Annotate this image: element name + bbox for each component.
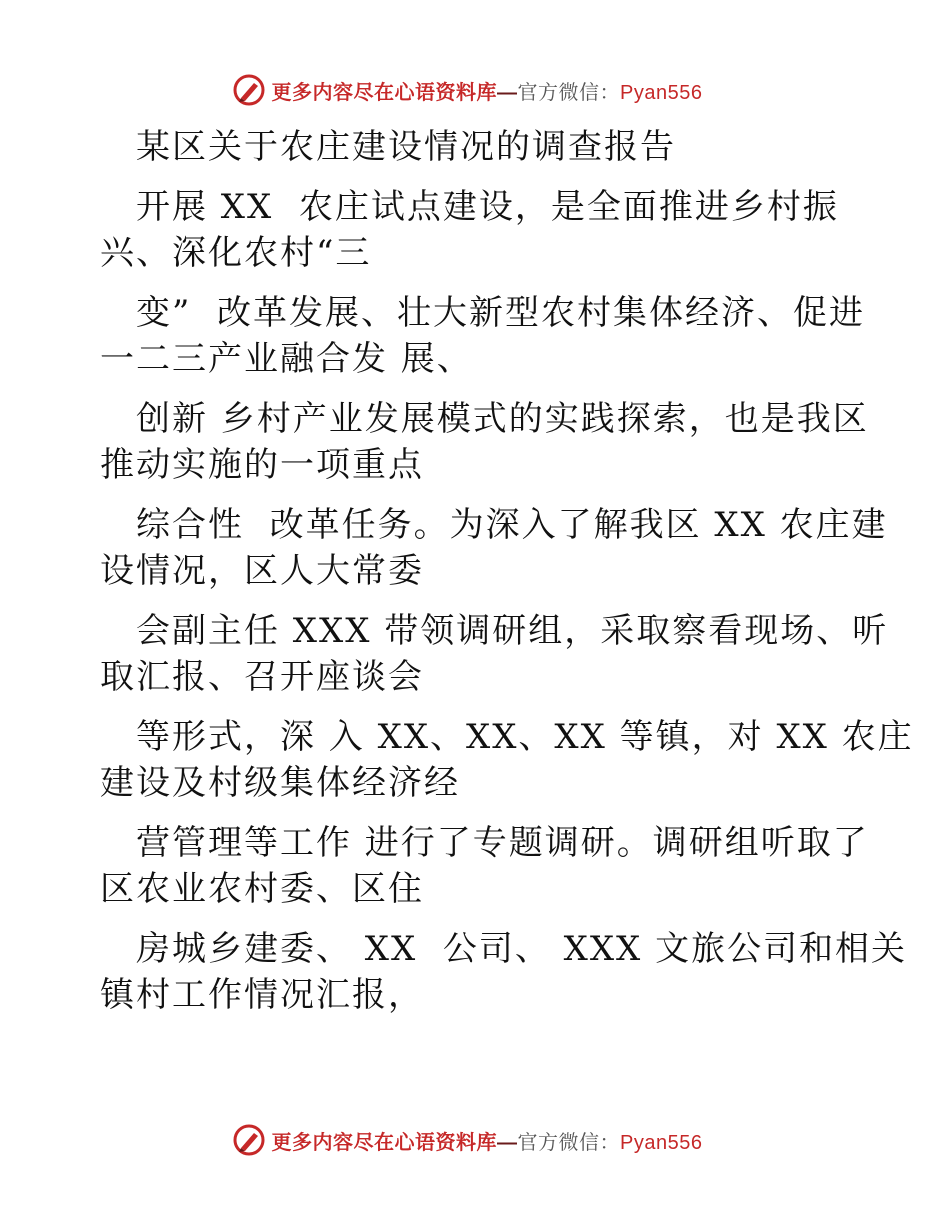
- document-title: 某区关于农庄建设情况的调查报告: [136, 127, 676, 167]
- pen-logo-icon: [232, 73, 266, 107]
- text-line: 区农业农村委、区住: [100, 869, 424, 909]
- text-line: 一二三产业融合发 展、: [100, 339, 473, 379]
- watermark-banner-bottom: [0, 1120, 950, 1160]
- text-line: 兴、深化农村“三: [100, 233, 372, 273]
- text-line: 营管理等工作 进行了专题调研。调研组听取了: [136, 823, 869, 863]
- watermark-banner-inner: [232, 1123, 703, 1157]
- text-line: 设情况，区人大常委: [100, 551, 424, 591]
- text-line: 变” 改革发展、壮大新型农村集体经济、促进: [136, 293, 865, 333]
- text-line: 等形式，深 入 XX、XX、XX 等镇，对 XX 农庄: [136, 717, 914, 757]
- text-line: 房城乡建委、 XX 公司、 XXX 文旅公司和相关: [136, 929, 908, 969]
- text-line: 镇村工作情况汇报，: [100, 975, 424, 1015]
- text-line: 推动实施的一项重点: [100, 445, 424, 485]
- watermark-text: 更多内容尽在心语资料库—官方微信：Pyan556: [271, 81, 703, 104]
- watermark-text: 更多内容尽在心语资料库—官方微信：Pyan556: [271, 1131, 703, 1154]
- text-line: 开展 XX 农庄试点建设，是全面推进乡村振: [136, 187, 839, 227]
- document-body: [100, 124, 914, 1018]
- text-line: 会副主任 XXX 带领调研组，采取察看现场、听: [136, 611, 889, 651]
- text-line: 创新 乡村产业发展模式的实践探索，也是我区: [136, 399, 869, 439]
- text-line: 建设及村级集体经济经: [100, 763, 460, 803]
- text-line: 取汇报、召开座谈会: [100, 657, 424, 697]
- text-line: 综合性 改革任务。为深入了解我区 XX 农庄建: [136, 505, 888, 545]
- watermark-banner-inner: [232, 73, 703, 107]
- watermark-banner-top: [0, 70, 950, 110]
- pen-logo-icon: [232, 1123, 266, 1157]
